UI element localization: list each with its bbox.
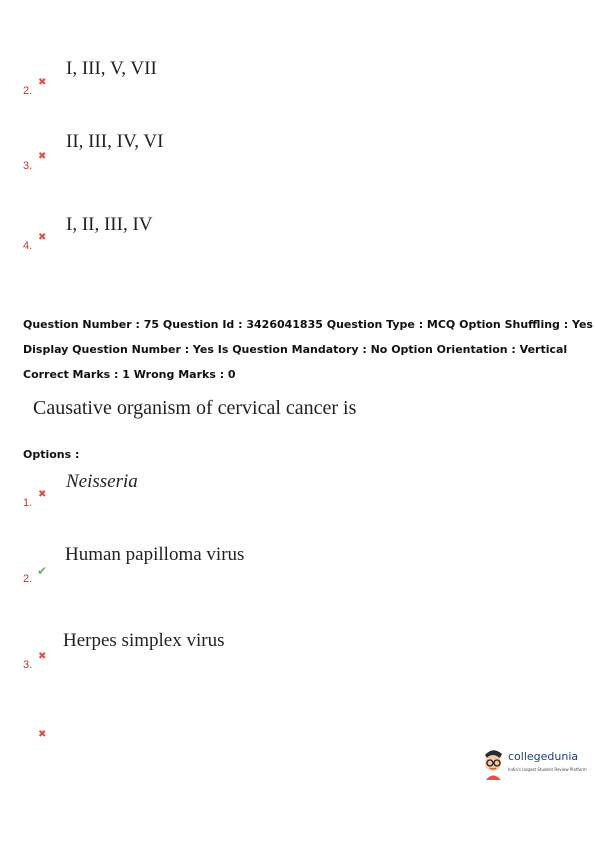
question-meta-line2: Display Question Number : Yes Is Question Mandatory : No Option Orientation : Vertical xyxy=(23,343,568,356)
option-text: I, II, III, IV xyxy=(66,214,153,235)
cross-icon: ✖ xyxy=(38,77,47,88)
option-number: 4. xyxy=(23,240,33,252)
option-text: II, III, IV, VI xyxy=(66,131,164,152)
student-mascot-icon xyxy=(480,746,508,782)
option-number: 2. xyxy=(23,573,33,585)
option-text: Herpes simplex virus xyxy=(63,630,225,651)
cross-icon: ✖ xyxy=(38,151,47,162)
option-text: Neisseria xyxy=(66,471,138,492)
options-label: Options : xyxy=(23,448,80,461)
question-meta-line1: Question Number : 75 Question Id : 3426041835 Question Type : MCQ Option Shuffling : Yes xyxy=(23,318,593,331)
collegedunia-logo xyxy=(480,746,590,782)
option-number: 3. xyxy=(23,160,33,172)
question-meta-line3: Correct Marks : 1 Wrong Marks : 0 xyxy=(23,368,236,381)
cross-icon: ✖ xyxy=(38,232,47,243)
option-number: 2. xyxy=(23,85,33,97)
option-text: I, III, V, VII xyxy=(66,58,157,79)
question-text: Causative organism of cervical cancer is xyxy=(33,397,357,419)
logo-tagline: India's largest Student Review Platform xyxy=(508,767,587,772)
option-number: 3. xyxy=(23,659,33,671)
logo-name: collegedunia xyxy=(508,750,579,763)
cross-icon: ✖ xyxy=(38,729,47,740)
check-icon: ✔ xyxy=(37,564,48,578)
cross-icon: ✖ xyxy=(38,489,47,500)
option-number: 1. xyxy=(23,497,33,509)
option-text: Human papilloma virus xyxy=(65,544,245,565)
cross-icon: ✖ xyxy=(38,651,47,662)
